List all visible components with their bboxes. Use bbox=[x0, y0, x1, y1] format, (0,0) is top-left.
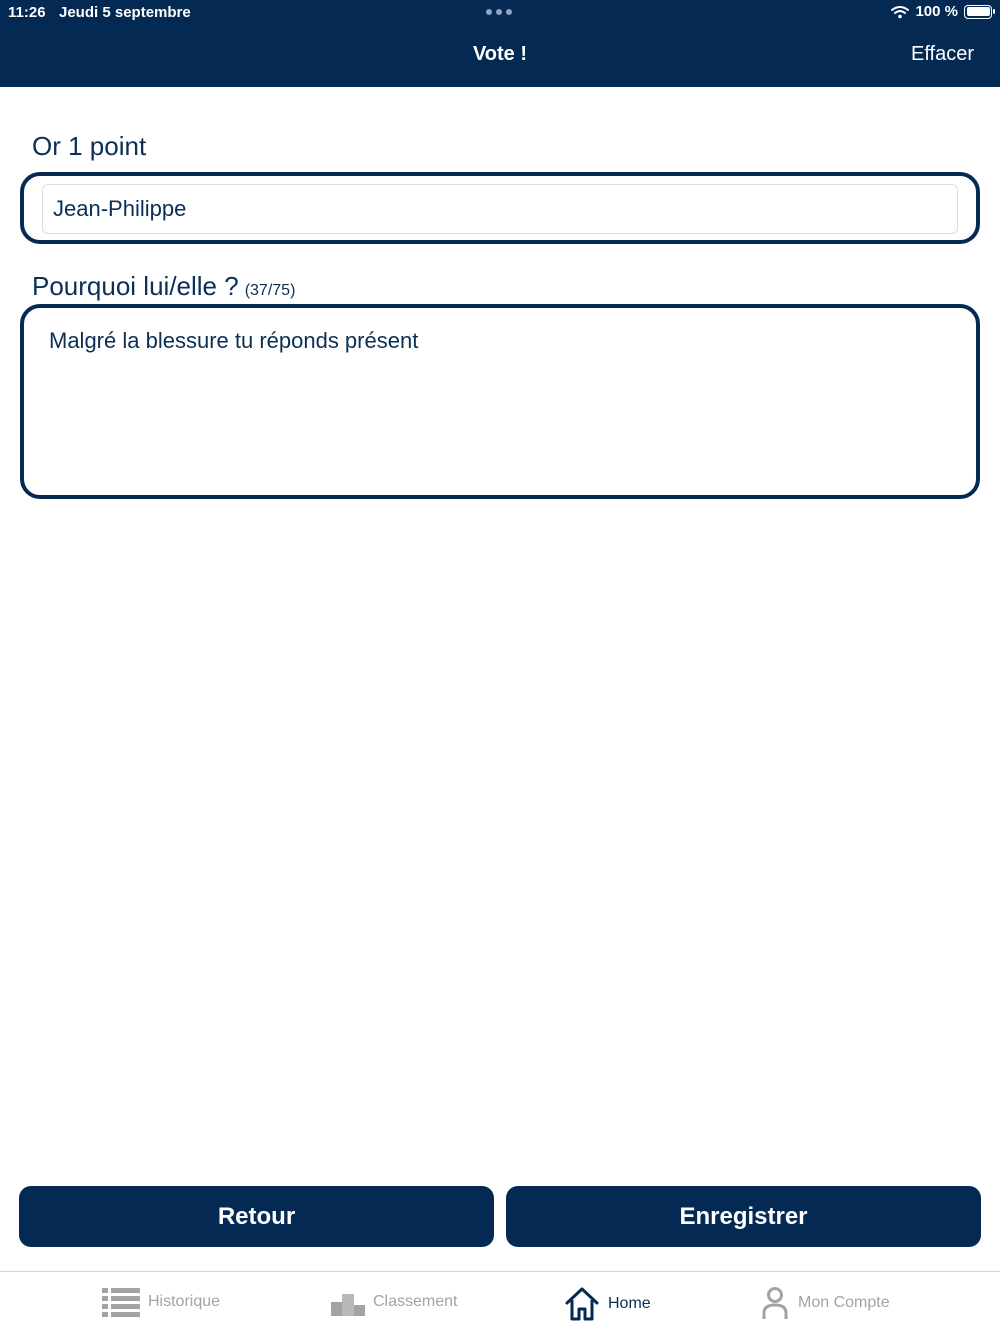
tab-classement[interactable] bbox=[331, 1286, 457, 1318]
clear-button[interactable]: Effacer bbox=[911, 43, 974, 65]
wifi-icon bbox=[891, 5, 909, 19]
list-icon bbox=[102, 1286, 140, 1318]
home-icon bbox=[564, 1286, 600, 1322]
save-button[interactable]: Enregistrer bbox=[506, 1186, 981, 1247]
tab-label: Home bbox=[608, 1295, 651, 1312]
top-bar bbox=[0, 0, 1000, 87]
tab-label: Historique bbox=[148, 1293, 221, 1310]
status-time: 11:26 bbox=[8, 4, 46, 21]
person-icon bbox=[760, 1286, 790, 1320]
reason-textarea[interactable] bbox=[24, 308, 976, 495]
reason-field-frame bbox=[20, 304, 980, 499]
podium-icon bbox=[331, 1286, 365, 1318]
name-input[interactable] bbox=[42, 184, 958, 234]
name-field-frame bbox=[20, 172, 980, 244]
tab-label: Classement bbox=[373, 1293, 458, 1310]
battery-percent: 100 % bbox=[915, 3, 958, 20]
tab-historique[interactable] bbox=[102, 1286, 220, 1318]
back-button[interactable]: Retour bbox=[19, 1186, 494, 1247]
status-indicators bbox=[891, 3, 992, 20]
reason-counter: (37/75) bbox=[244, 282, 296, 299]
tab-mon-compte[interactable] bbox=[760, 1286, 890, 1320]
reason-label-row bbox=[32, 271, 295, 302]
reason-label: Pourquoi lui/elle ? bbox=[32, 271, 239, 301]
category-label: Or 1 point bbox=[32, 131, 147, 161]
battery-icon bbox=[964, 5, 992, 19]
page-title: Vote ! bbox=[472, 43, 528, 65]
multitasking-dots-icon[interactable] bbox=[486, 9, 512, 15]
tab-bar bbox=[0, 1271, 1000, 1334]
tab-label: Mon Compte bbox=[798, 1294, 890, 1311]
tab-home[interactable] bbox=[564, 1286, 651, 1322]
status-date: Jeudi 5 septembre bbox=[59, 4, 191, 21]
